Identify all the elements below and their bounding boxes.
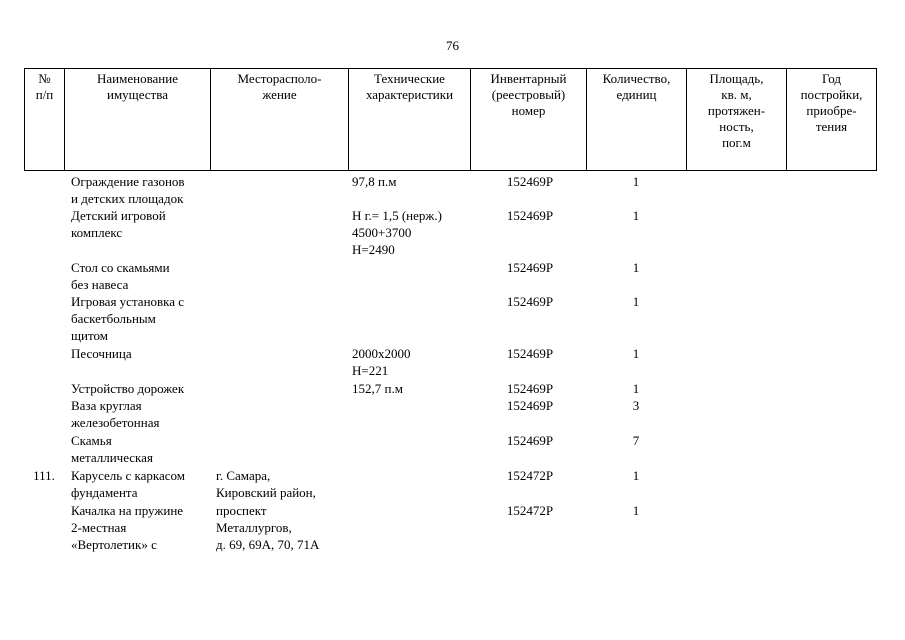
row-tech: Н г.= 1,5 (нерж.) 4500+3700 Н=2490 (352, 208, 442, 257)
row-inventory: 152469Р (506, 433, 554, 448)
row-quantity: 1 (632, 208, 640, 223)
row-inventory: 152469Р (506, 346, 554, 361)
row-inventory: 152469Р (506, 294, 554, 309)
row-inventory: 152469Р (506, 174, 554, 189)
row-inventory: 152472Р (506, 503, 554, 518)
table-header (24, 68, 877, 171)
row-quantity: 1 (632, 503, 640, 518)
header-num: № п/п (25, 69, 65, 170)
row-quantity: 1 (632, 260, 640, 275)
row-inventory: 152469Р (506, 208, 554, 223)
row-inventory: 152469Р (506, 398, 554, 413)
row-num: 111. (33, 468, 55, 483)
row-name: Стол со скамьями без навеса (71, 260, 170, 292)
row-inventory: 152469Р (506, 260, 554, 275)
row-name: Качалка на пружине 2-местная «Вертолетик» с (71, 503, 184, 552)
row-quantity: 1 (632, 294, 640, 309)
page-number: 76 (446, 38, 459, 53)
row-tech: 2000х2000 Н=221 (352, 346, 411, 378)
table-body (24, 173, 877, 593)
row-quantity: 1 (632, 381, 640, 396)
row-name: Устройство дорожек (71, 381, 185, 396)
row-name: Карусель с каркасом фундамента (71, 468, 186, 500)
row-quantity: 1 (632, 468, 640, 483)
row-inventory: 152472Р (506, 468, 554, 483)
row-name: Песочница (71, 346, 132, 361)
row-tech: 97,8 п.м (352, 174, 397, 189)
row-quantity: 1 (632, 174, 640, 189)
header-inventory: Инвентарный (реестровый) номер (471, 69, 587, 170)
row-quantity: 1 (632, 346, 640, 361)
row-quantity: 3 (632, 398, 640, 413)
row-inventory: 152469Р (506, 381, 554, 396)
row-quantity: 7 (632, 433, 640, 448)
row-name: Ваза круглая железобетонная (71, 398, 160, 430)
header-area: Площадь, кв. м, протяжен- ность, пог.м (687, 69, 787, 170)
header-year: Год постройки, приобре- тения (800, 71, 863, 134)
row-location: г. Самара, Кировский район, (216, 468, 316, 500)
row-name: Детский игровой комплекс (71, 208, 166, 240)
header-quantity: Количество, единиц (587, 69, 687, 170)
row-name: Скамья металлическая (71, 433, 153, 465)
header-tech: Технические характеристики (349, 69, 471, 170)
header-location: Месторасполо- жение (211, 69, 349, 170)
row-name: Игровая установка с баскетбольным щитом (71, 294, 185, 343)
row-name: Ограждение газонов и детских площадок (71, 174, 185, 206)
row-tech: 152,7 п.м (352, 381, 403, 396)
header-name: Наименование имущества (65, 69, 211, 170)
row-location: проспект Металлургов, д. 69, 69А, 70, 71А (216, 503, 320, 552)
